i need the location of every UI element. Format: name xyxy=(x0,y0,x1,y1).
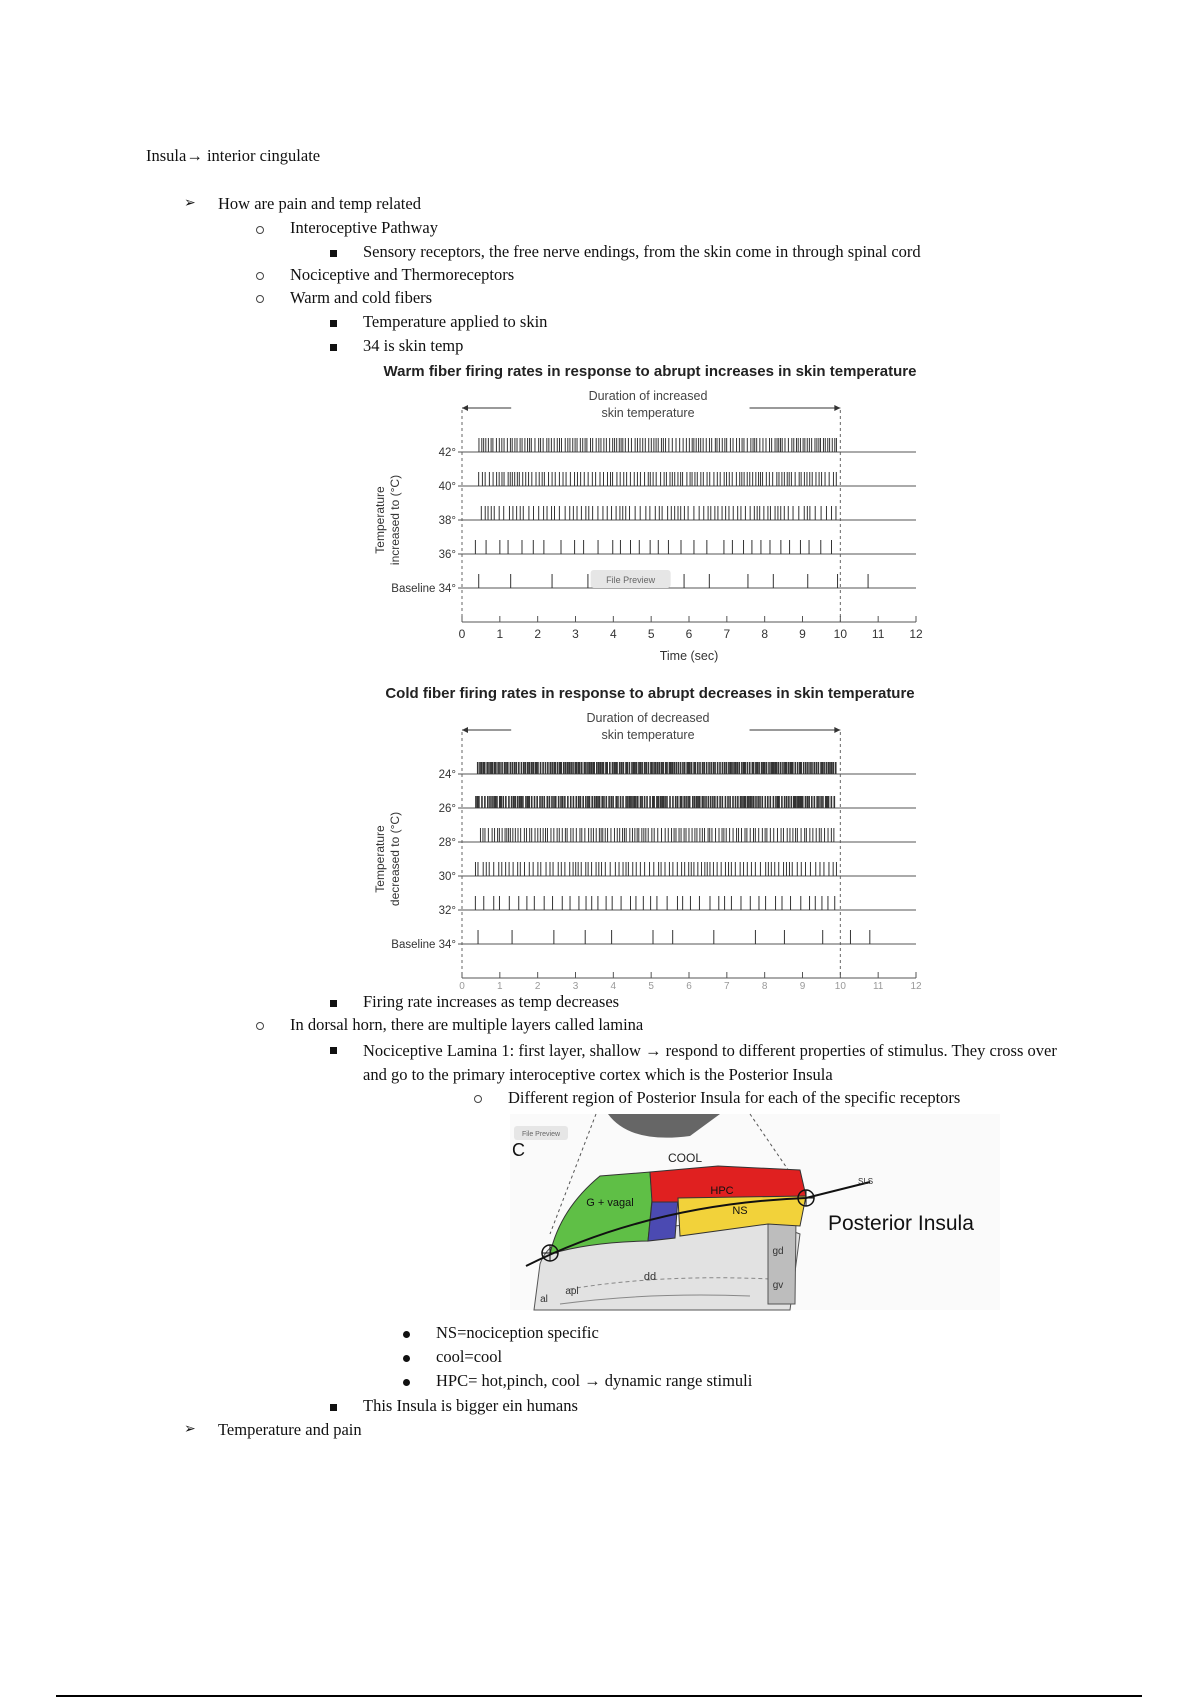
cold-fiber-chart xyxy=(373,685,922,992)
firing-rate-figure xyxy=(370,358,970,992)
spike-train xyxy=(479,438,836,452)
y-axis-label xyxy=(373,475,402,565)
item-hpc: HPC= hot,pinch, cool → dynamic range stimuli xyxy=(436,1371,753,1390)
item-sensory: Sensory receptors, the free nerve endings, from the skin come in through spinal cord xyxy=(363,242,921,261)
x-tick-label: 9 xyxy=(799,627,806,641)
label-hpc: HPC xyxy=(710,1185,734,1197)
item-warm-cold: Warm and cold fibers xyxy=(290,288,433,307)
square-bullet-icon xyxy=(330,1047,337,1054)
label-sls: SLS xyxy=(858,1177,874,1186)
square-bullet-icon xyxy=(330,1000,337,1007)
insula-figure xyxy=(510,1114,1000,1310)
spike-train xyxy=(479,574,868,588)
label-apl: apl xyxy=(565,1286,579,1297)
x-tick-label: 12 xyxy=(909,627,923,641)
dot-bullet-icon xyxy=(403,1331,410,1338)
label-g-vagal: G + vagal xyxy=(586,1197,634,1209)
x-tick-label: 8 xyxy=(761,981,768,992)
brain-shadow-shape xyxy=(608,1114,720,1138)
duration-label: Duration of increased xyxy=(588,389,708,403)
item-different-region: Different region of Posterior Insula for each of the specific receptors xyxy=(508,1088,961,1107)
insula-diagram xyxy=(510,1114,1000,1310)
circle-bullet-icon xyxy=(474,1095,482,1103)
x-tick-label: 12 xyxy=(910,981,922,992)
circle-bullet-icon xyxy=(256,295,264,303)
y-axis-label-line: Temperature xyxy=(373,825,387,893)
row-label: 30° xyxy=(438,871,456,883)
page-bottom-rule xyxy=(56,1695,1142,1697)
item-lamina: Nociceptive Lamina 1: first layer, shallow → respond to different properties of stimulus. They cross over and go to the primary interoceptive cortex which is the Posterior Insula xyxy=(363,1041,1057,1084)
x-tick-label: 3 xyxy=(572,981,579,992)
dot-bullet-icon xyxy=(403,1355,410,1362)
x-tick-label: 6 xyxy=(685,627,693,641)
row-label: 24° xyxy=(438,769,456,781)
item-firing-rate: Firing rate increases as temp decreases xyxy=(363,992,620,1011)
item-insula-bigger: This Insula is bigger ein humans xyxy=(363,1396,578,1415)
x-tick-label: 7 xyxy=(724,981,730,992)
spike-train xyxy=(481,506,836,520)
square-bullet-icon xyxy=(330,250,337,257)
item-dorsal-horn: In dorsal horn, there are multiple layers called lamina xyxy=(290,1015,644,1034)
arrow-head-icon xyxy=(834,405,840,411)
x-tick-label: 1 xyxy=(496,627,504,641)
row-label: Baseline 34° xyxy=(391,939,456,951)
x-tick-label: 1 xyxy=(497,981,503,992)
x-tick-label: 0 xyxy=(458,627,466,641)
spike-train xyxy=(475,862,836,876)
duration-label: skin temperature xyxy=(601,728,695,742)
row-label: 36° xyxy=(438,549,456,561)
y-axis-label-line: increased to (°C) xyxy=(388,474,402,566)
spike-train xyxy=(475,540,831,554)
row-label: Baseline 34° xyxy=(391,583,456,595)
label-dd: dd xyxy=(643,1271,657,1283)
item-ns: NS=nociception specific xyxy=(436,1323,599,1342)
item-cool: cool=cool xyxy=(436,1347,503,1366)
y-axis-label-line: Temperature xyxy=(373,486,387,554)
square-bullet-icon xyxy=(330,344,337,351)
item-nociceptive: Nociceptive and Thermoreceptors xyxy=(290,265,515,284)
x-tick-label: 0 xyxy=(459,981,465,992)
x-tick-label: 11 xyxy=(872,981,884,992)
label-gv: gv xyxy=(772,1280,784,1291)
x-tick-label: 9 xyxy=(799,981,806,992)
x-tick-label: 8 xyxy=(761,627,769,641)
line-insula: Insula→ interior cingulate xyxy=(146,146,321,165)
row-label: 26° xyxy=(438,803,456,815)
x-tick-label: 11 xyxy=(871,627,885,641)
label-al: al xyxy=(540,1294,548,1305)
file-preview-label: File Preview xyxy=(521,1131,561,1138)
chart-title: Cold fiber firing rates in response to abrupt decreases in skin temperature xyxy=(385,685,915,702)
row-label: 32° xyxy=(438,905,456,917)
x-tick-label: 2 xyxy=(534,981,541,992)
square-bullet-icon xyxy=(330,320,337,327)
spike-train xyxy=(475,896,834,910)
arrow-bullet-icon: ➢ xyxy=(184,1422,196,1437)
arrow-head-icon xyxy=(462,727,468,733)
heading-temp-pain: Temperature and pain xyxy=(218,1420,362,1439)
circle-bullet-icon xyxy=(256,1022,264,1030)
label-posterior-insula: Posterior Insula xyxy=(828,1212,974,1235)
x-tick-label: 10 xyxy=(833,627,848,641)
item-temp-applied: Temperature applied to skin xyxy=(363,312,548,331)
square-bullet-icon xyxy=(330,1404,337,1411)
item-interoceptive: Interoceptive Pathway xyxy=(290,218,438,237)
label-ns: NS xyxy=(732,1205,748,1217)
row-label: 42° xyxy=(438,447,456,459)
x-tick-label: 7 xyxy=(723,627,731,641)
duration-label: skin temperature xyxy=(601,406,695,420)
arrow-head-icon xyxy=(834,727,840,733)
label-cool: COOL xyxy=(667,1151,703,1165)
panel-letter: C xyxy=(512,1140,525,1160)
circle-bullet-icon xyxy=(256,226,264,234)
x-tick-label: 2 xyxy=(534,627,542,641)
y-axis-label-line: decreased to (°C) xyxy=(388,811,402,907)
x-tick-label: 10 xyxy=(834,981,846,992)
arrow-bullet-icon: ➢ xyxy=(184,196,196,211)
circle-bullet-icon xyxy=(256,272,264,280)
duration-label: Duration of decreased xyxy=(586,711,710,725)
chart-title: Warm fiber firing rates in response to abrupt increases in skin temperature xyxy=(383,363,917,380)
arrow-head-icon xyxy=(462,405,468,411)
green-region-shape xyxy=(550,1172,652,1254)
spike-train xyxy=(480,828,833,842)
file-preview-label: File Preview xyxy=(606,575,656,585)
x-tick-label: 4 xyxy=(609,627,617,641)
x-axis-label: Time (sec) xyxy=(659,649,719,663)
spike-train xyxy=(478,762,836,774)
row-label: 28° xyxy=(438,837,456,849)
gd-gv-region-shape xyxy=(768,1218,796,1304)
x-tick-label: 5 xyxy=(647,627,655,641)
heading-pain-temp: How are pain and temp related xyxy=(218,194,421,213)
spike-train xyxy=(476,796,834,808)
spike-train xyxy=(478,930,870,944)
label-gd: gd xyxy=(772,1246,784,1257)
x-tick-label: 5 xyxy=(648,981,654,992)
item-skin-temp: 34 is skin temp xyxy=(363,336,464,355)
spike-train xyxy=(479,472,837,486)
row-label: 40° xyxy=(438,481,456,493)
row-label: 38° xyxy=(438,515,456,527)
x-tick-label: 3 xyxy=(572,627,579,641)
y-axis-label xyxy=(373,812,402,906)
dot-bullet-icon xyxy=(403,1379,410,1386)
warm-fiber-chart xyxy=(373,363,923,663)
x-tick-label: 4 xyxy=(610,981,617,992)
x-tick-label: 6 xyxy=(686,981,692,992)
